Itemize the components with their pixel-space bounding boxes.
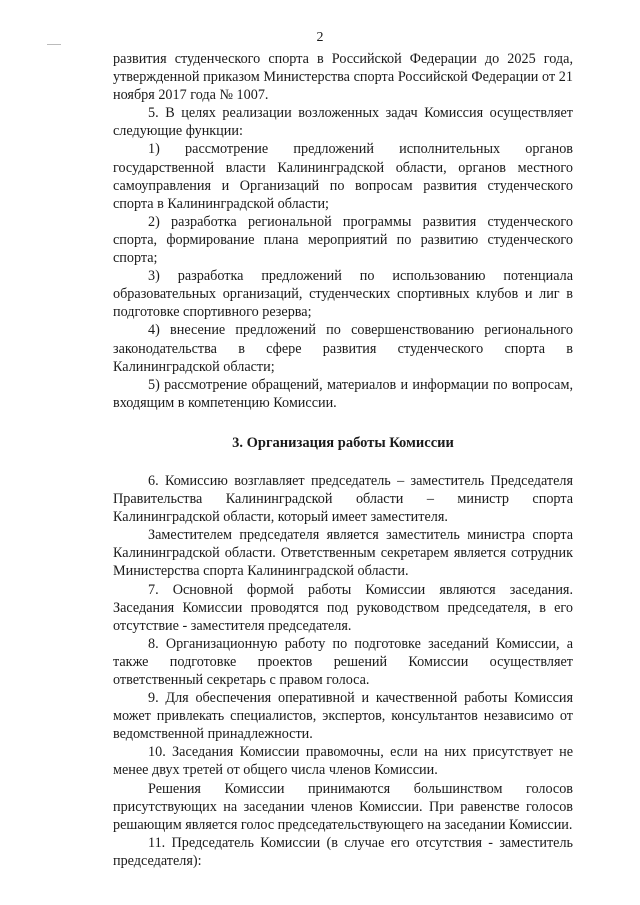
function-item-3: 3) разработка предложений по использованию потенциала образовательных организаций, студенческих спортивных клубов и лиг в подготовке спортивного резерва;	[113, 268, 573, 321]
intro-paragraph: развития студенческого спорта в Российской Федерации до 2025 года, утвержденной приказом Министерства спорта Российской Федерации от 21 ноября 2017 года № 1007.	[113, 51, 573, 104]
paragraph-8: 8. Организационную работу по подготовке заседаний Комиссии, а также подготовке проектов решений Комиссии осуществляет ответственный секретарь с правом голоса.	[113, 635, 573, 688]
decisions-paragraph: Решения Комиссии принимаются большинством голосов присутствующих на заседании членов Комиссии. При равенстве голосов решающим является голос председательствующего на заседании Комиссии.	[113, 780, 573, 833]
function-item-4: 4) внесение предложений по совершенствованию регионального законодательства в сфере развития студенческого спорта в Калининградской области;	[113, 322, 573, 375]
paragraph-5: 5. В целях реализации возложенных задач Комиссия осуществляет следующие функции:	[113, 105, 573, 140]
function-item-2: 2) разработка региональной программы развития студенческого спорта, формирование плана мероприятий по развитию студенческого спорта;	[113, 213, 573, 267]
paragraph-7: 7. Основной формой работы Комиссии являются заседания. Заседания Комиссии проводятся под руководством председателя, в его отсутствие - заместителя председателя.	[113, 581, 573, 634]
function-item-5: 5) рассмотрение обращений, материалов и информации по вопросам, входящим в компетенцию Комиссии.	[113, 376, 573, 411]
document-body	[113, 50, 573, 870]
page-number: 2	[316, 30, 324, 45]
paragraph-11: 11. Председатель Комиссии (в случае его отсутствия - заместитель председателя):	[113, 834, 573, 869]
paragraph-6: 6. Комиссию возглавляет председатель – заместитель Председателя Правительства Калининградской области – министр спорта Калининградской области, который имеет заместителя.	[113, 472, 573, 526]
paragraph-9: 9. Для обеспечения оперативной и качественной работы Комиссия может привлекать специалистов, экспертов, консультантов независимо от ведомственной принадлежности.	[113, 690, 573, 743]
paragraph-10: 10. Заседания Комиссии правомочны, если на них присутствует не менее двух третей от общего числа членов Комиссии.	[113, 744, 573, 779]
deputy-paragraph: Заместителем председателя является заместитель министра спорта Калининградской области. Ответственным секретарем является сотрудник Министерства спорта Калининградской области.	[113, 527, 573, 580]
function-item-1: 1) рассмотрение предложений исполнительных органов государственной власти Калининградской области, органов местного самоуправления и Организаций по вопросам развития студенческого спорта в Калининградской области;	[113, 141, 573, 212]
section-heading: 3. Организация работы Комиссии	[232, 434, 454, 451]
